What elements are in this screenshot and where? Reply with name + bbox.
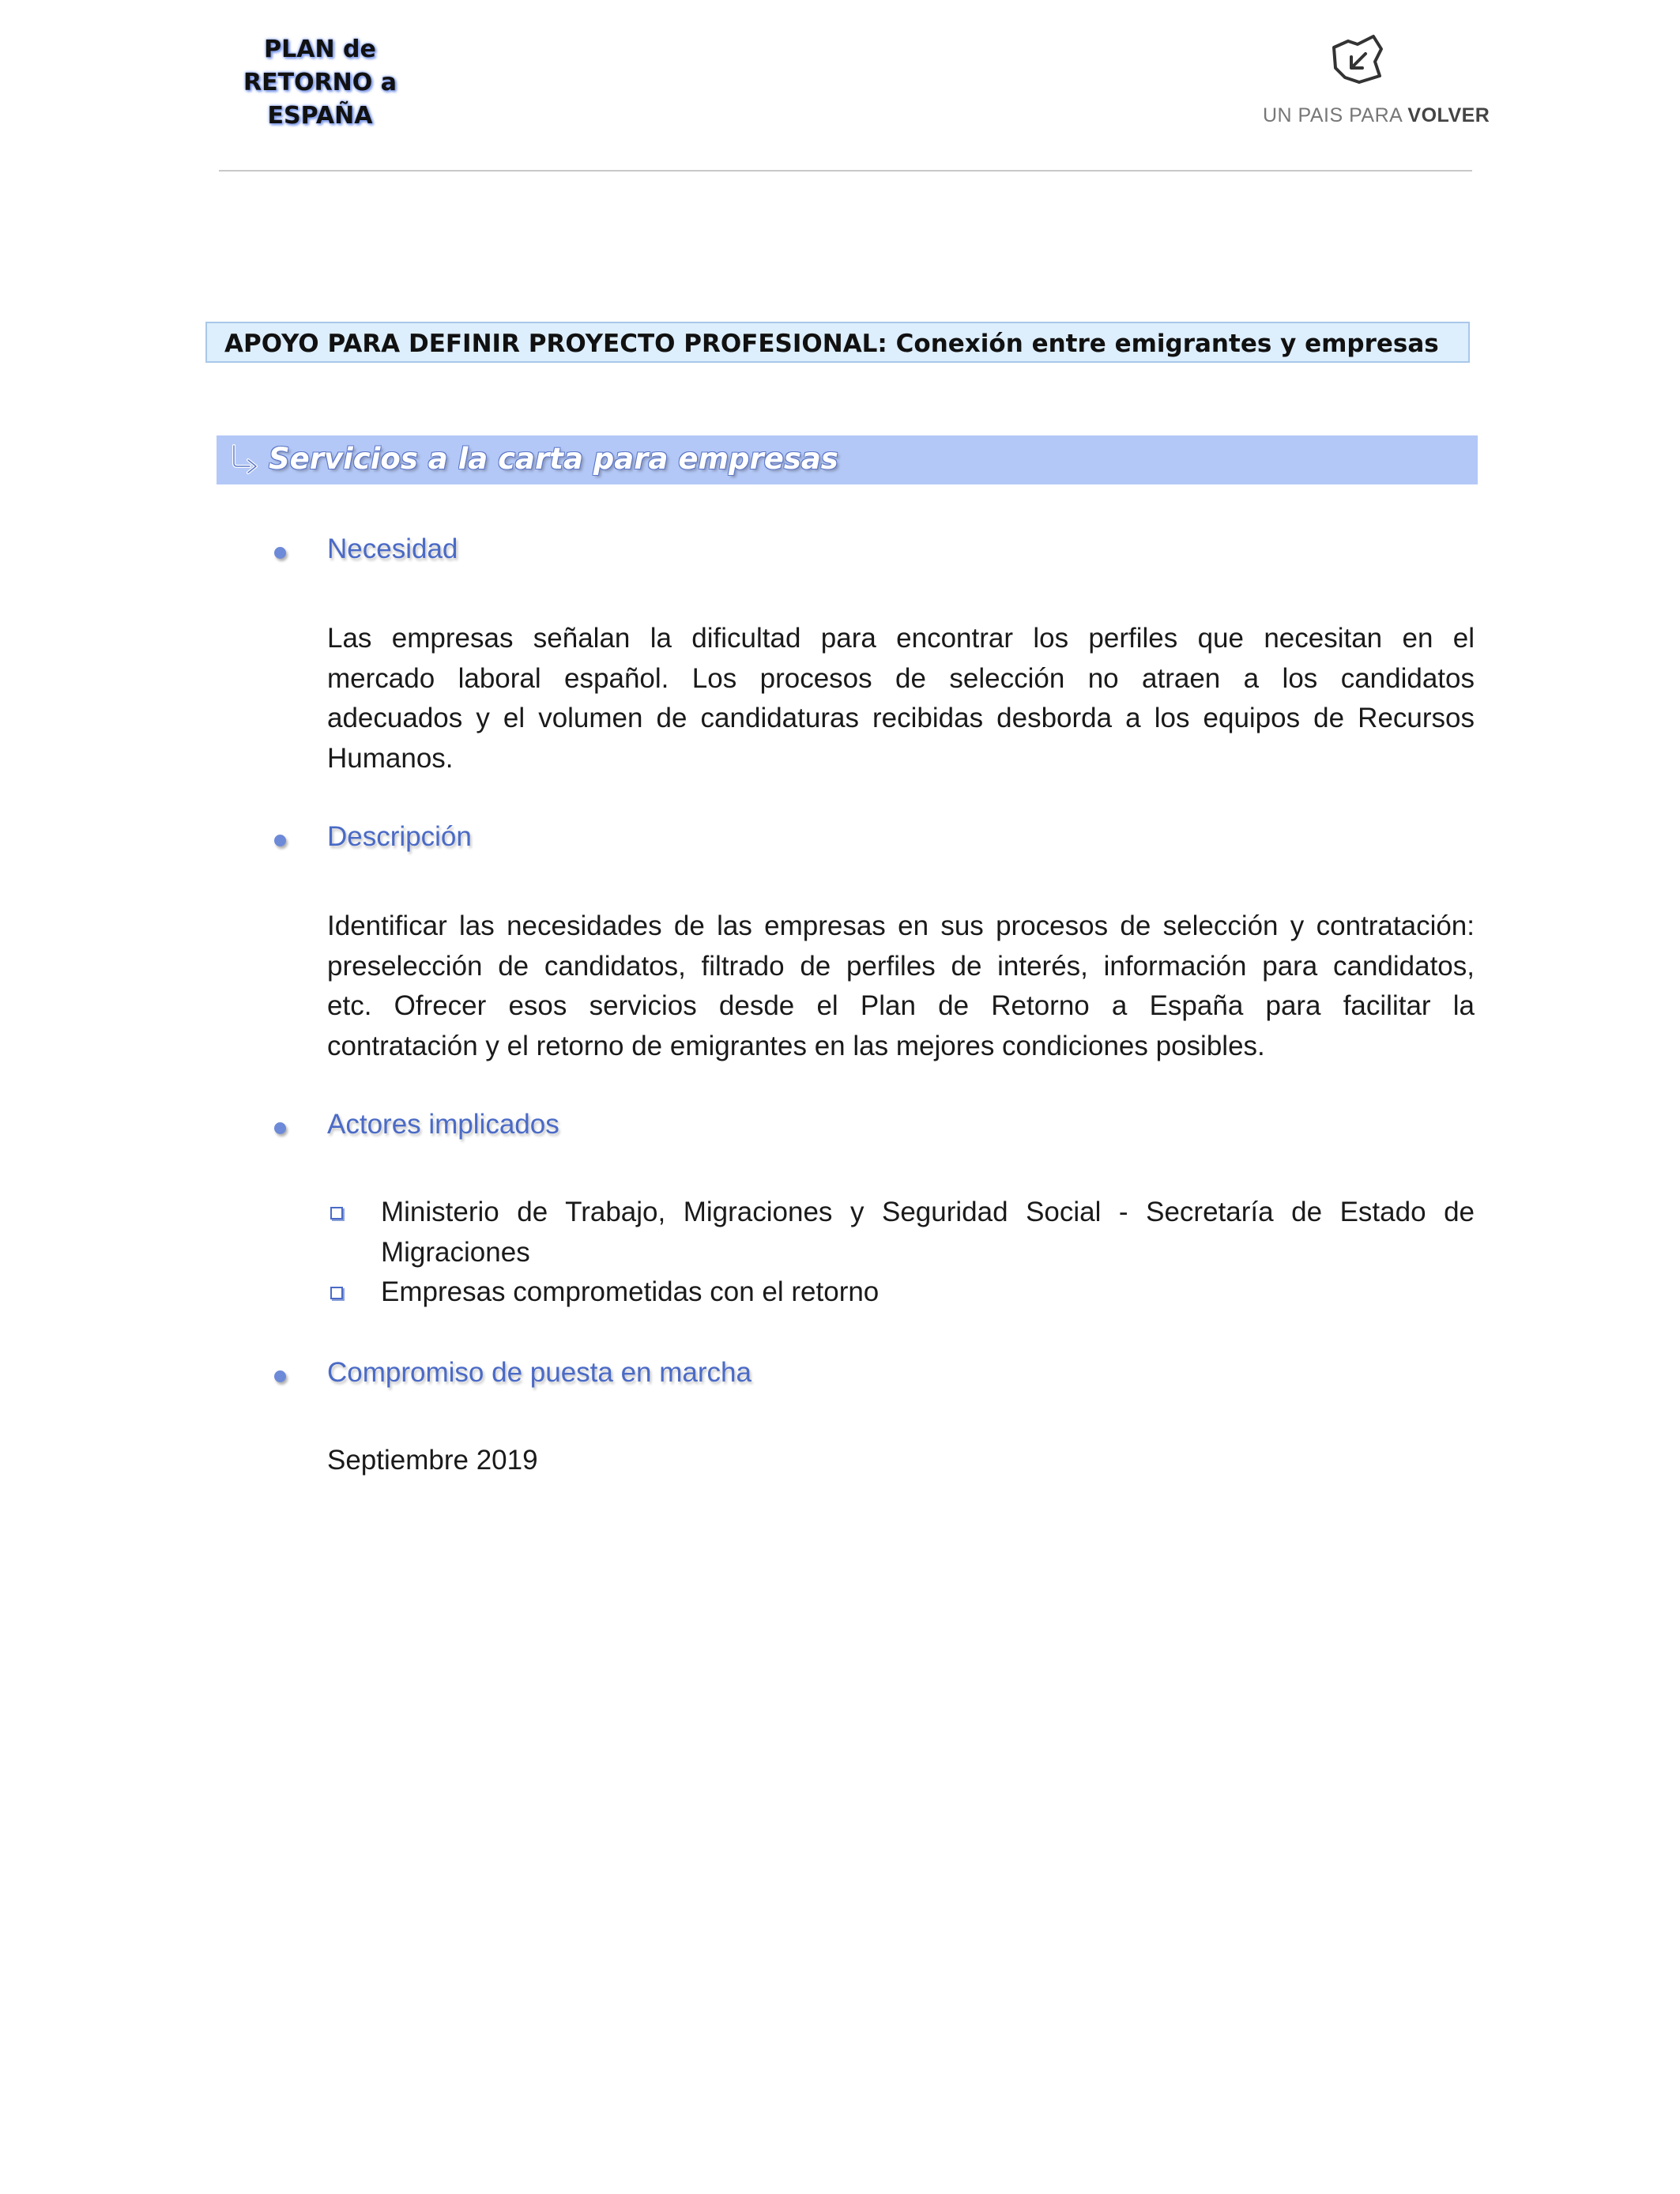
paragraph-line: contratación y el retorno de emigrantes en las mejores condiciones posibles. bbox=[327, 1030, 1265, 1061]
plan-logo-line: PLAN de bbox=[264, 36, 376, 63]
paragraph-line: etc. Ofrecer esos servicios desde el Plan de Retorno a España para facilitar la bbox=[327, 990, 1475, 1021]
plan-logo-text bbox=[229, 33, 411, 133]
paragraph-line: Septiembre 2019 bbox=[327, 1445, 538, 1476]
paragraph-line: preselección de candidatos, filtrado de perfiles de interés, información para candidatos, bbox=[327, 950, 1475, 982]
descripcion-paragraph bbox=[327, 907, 1475, 1066]
list-item-line: Ministerio de Trabajo, Migraciones y Seguridad Social - Secretaría de Estado de bbox=[381, 1197, 1475, 1227]
paragraph-line: Identificar las necesidades de las empresas en sus procesos de selección y contratación: bbox=[327, 910, 1475, 941]
section-title: Servicios a la carta para empresas bbox=[269, 442, 838, 476]
paragraph-line: Humanos. bbox=[327, 742, 454, 774]
checkbox-bullet-icon bbox=[330, 1287, 343, 1299]
title-sub: Conexión entre emigrantes y empresas bbox=[895, 330, 1439, 358]
plan-logo-line: ESPAÑA bbox=[267, 102, 373, 130]
section-header bbox=[217, 435, 1478, 484]
bullet-icon bbox=[274, 1122, 286, 1134]
plan-logo-line: RETORNO a bbox=[243, 69, 397, 96]
heading-actores: Actores implicados bbox=[327, 1109, 559, 1140]
map-arrow-icon bbox=[1324, 30, 1388, 93]
heading-descripcion: Descripción bbox=[327, 821, 472, 852]
heading-compromiso: Compromiso de puesta en marcha bbox=[327, 1357, 751, 1388]
document-title-box bbox=[205, 322, 1470, 363]
paragraph-line: adecuados y el volumen de candidaturas recibidas desborda a los equipos de Recursos bbox=[327, 703, 1475, 733]
list-item bbox=[381, 1272, 1475, 1313]
title-main: APOYO PARA DEFINIR PROYECTO PROFESIONAL: bbox=[224, 330, 887, 358]
brand-tagline-regular: UN PAIS PARA bbox=[1263, 104, 1402, 126]
heading-necesidad: Necesidad bbox=[327, 533, 458, 564]
curved-arrow-icon bbox=[228, 443, 262, 477]
bullet-icon bbox=[274, 1370, 286, 1382]
paragraph-line: Las empresas señalan la dificultad para encontrar los perfiles que necesitan en el bbox=[327, 623, 1475, 654]
compromiso-paragraph bbox=[327, 1441, 1475, 1481]
bullet-icon bbox=[274, 547, 286, 559]
necesidad-paragraph bbox=[327, 619, 1475, 778]
list-item-line: Migraciones bbox=[381, 1236, 530, 1268]
list-item bbox=[381, 1193, 1475, 1272]
brand-tagline-bold: VOLVER bbox=[1407, 104, 1490, 126]
header-divider bbox=[219, 170, 1472, 172]
paragraph-line: mercado laboral español. Los procesos de selección no atraen a los candidatos bbox=[327, 662, 1475, 694]
checkbox-bullet-icon bbox=[330, 1207, 343, 1220]
list-item-line: Empresas comprometidas con el retorno bbox=[381, 1276, 880, 1307]
brand-tagline bbox=[1263, 104, 1490, 127]
bullet-icon bbox=[274, 835, 286, 846]
